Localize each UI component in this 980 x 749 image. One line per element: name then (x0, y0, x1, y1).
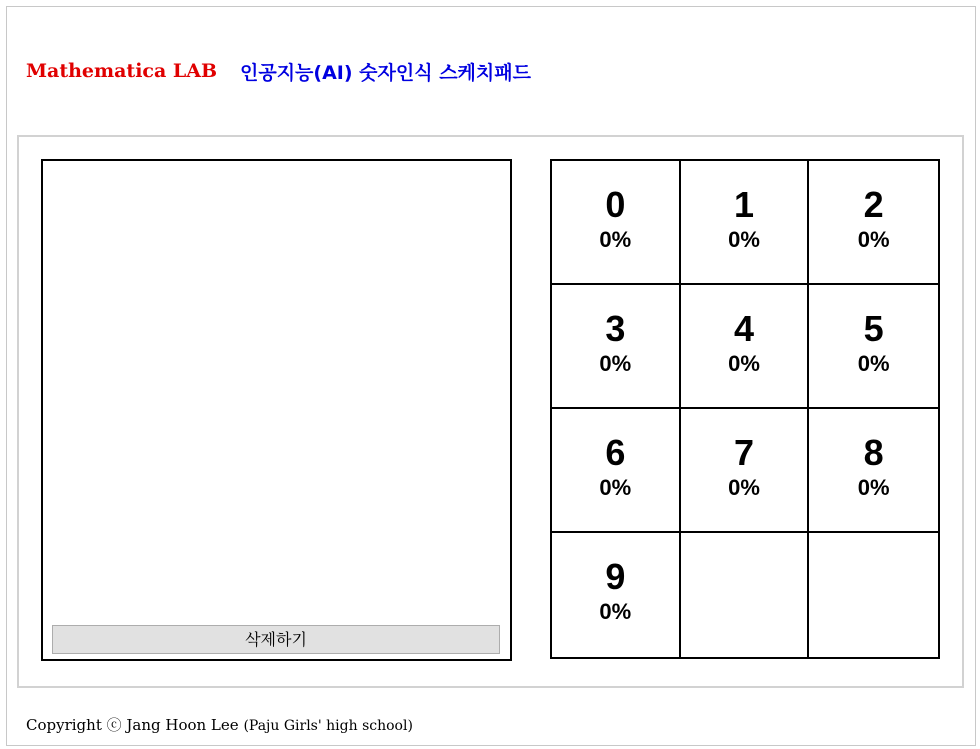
clear-button[interactable]: 삭제하기 (52, 625, 500, 654)
empty-cell (681, 533, 810, 657)
digit-label: 3 (605, 308, 626, 349)
copyright-main: Copyright ⓒ Jang Hoon Lee (26, 716, 239, 734)
prediction-cell-3 (552, 285, 681, 409)
sketch-canvas[interactable] (41, 159, 512, 661)
prediction-cell-8 (809, 409, 938, 533)
prediction-cell-6 (552, 409, 681, 533)
digit-label: 9 (605, 556, 626, 597)
digit-probability: 0% (728, 351, 760, 376)
prediction-cell-9 (552, 533, 681, 657)
digit-label: 0 (605, 184, 626, 225)
digit-label: 2 (863, 184, 884, 225)
prediction-cell-1 (681, 161, 810, 285)
digit-probability: 0% (599, 351, 632, 376)
digit-label: 7 (733, 432, 754, 473)
brand-logo-text: Mathematica LAB (26, 60, 218, 82)
prediction-cell-7 (681, 409, 810, 533)
digit-probability: 0% (728, 227, 760, 252)
prediction-cell-0 (552, 161, 681, 285)
digit-probability: 0% (599, 475, 632, 500)
digit-probability: 0% (599, 599, 632, 624)
digit-label: 4 (733, 308, 754, 349)
digit-label: 6 (605, 432, 626, 473)
page-title: 인공지능(AI) 숫자인식 스케치패드 (240, 62, 531, 84)
empty-cell (809, 533, 938, 657)
digit-probability: 0% (728, 475, 760, 500)
digit-probability: 0% (857, 351, 890, 376)
prediction-cell-5 (809, 285, 938, 409)
digit-label: 8 (863, 432, 884, 473)
copyright-text (26, 714, 413, 735)
digit-label: 5 (863, 308, 884, 349)
prediction-cell-2 (809, 161, 938, 285)
digit-label: 1 (733, 184, 754, 225)
copyright-school: (Paju Girls' high school) (243, 718, 413, 734)
digit-probability: 0% (857, 475, 890, 500)
digit-probability: 0% (599, 227, 632, 252)
prediction-cell-4 (681, 285, 810, 409)
digit-probability: 0% (857, 227, 890, 252)
prediction-grid (550, 159, 940, 659)
